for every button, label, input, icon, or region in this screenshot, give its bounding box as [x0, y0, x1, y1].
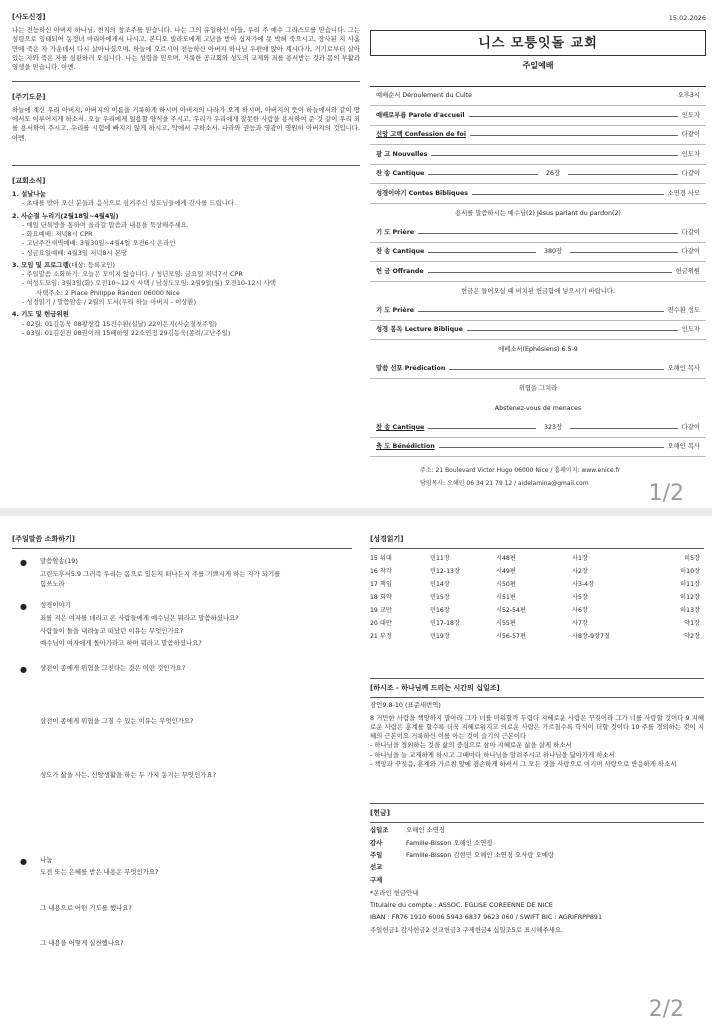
service-label: 기 도 Prière — [376, 306, 415, 314]
service-leader: 다같이 — [681, 228, 700, 236]
service-leader: 다같이 — [681, 170, 701, 178]
offering-names: 오해인 소연정 — [406, 826, 446, 835]
bullet-icon: ● — [20, 856, 27, 866]
bible-cell: 사7장 — [572, 620, 588, 628]
service-label: 성경 봉독 Lecture Biblique — [376, 326, 463, 334]
question: 사람들이 돌을 내려놓고 떠났던 이유는 무엇인가요? — [40, 626, 184, 635]
pastor-contact: 담임목사: 오해인 06 34 21 79 12 / aidelamina@gmail.com — [420, 480, 589, 487]
service-label: 기 도 Prière — [376, 228, 415, 236]
bible-cell: 시51편 — [496, 594, 516, 602]
divider — [370, 822, 704, 823]
question: 도전 또는 은혜를 받은 내용은 무엇인가요? — [40, 868, 159, 877]
service-note: Abstenez-vous de menaces — [494, 404, 582, 412]
service-label: 광 고 Nouvelles — [376, 150, 428, 158]
news-item-line: 사택주소: 2 Place Philippe Randon 06000 Nice — [36, 288, 180, 297]
service-row — [370, 262, 706, 282]
leader-line — [469, 116, 678, 117]
service-row — [370, 301, 706, 321]
offering-row — [370, 863, 704, 872]
bible-cell: 시52-54편 — [496, 607, 526, 615]
divider — [12, 165, 360, 166]
question: 죄를 지은 여자를 데리고 온 사람들에게 예수님은 뭐라고 말씀하셨나요? — [40, 614, 239, 623]
leader-line — [470, 135, 678, 136]
bible-row — [370, 631, 700, 644]
bible-cell: 약2장 — [684, 633, 700, 641]
service-note: 용서를 말씀하시는 예수님(2) Jésus parlant du pardon(2) — [455, 209, 621, 217]
creed-title: [사도신경] — [12, 13, 46, 21]
bible-cell: 히10장 — [680, 568, 700, 576]
bible-row — [370, 618, 700, 631]
service-leader: 헌금위원 — [675, 267, 700, 275]
news-item-head — [12, 212, 360, 221]
question: 그 내용으로 어떤 기도를 했나요? — [40, 903, 132, 912]
news-item-line: - 주일말씀 소화하기: 오늘은 모이지 않습니다. / 청년모임: 금요일 저녁7시 CPR — [22, 270, 243, 279]
service-leader: 인도자 — [681, 150, 700, 158]
bible-cell: 사3-4장 — [572, 581, 595, 589]
service-leader: 오해인 목사 — [667, 365, 700, 373]
section-line: 고린도후서5.9 그러즉 우리는 몸으로 있든지 떠나든지 주를 기쁘시게 하는 자가 되기를 — [40, 570, 281, 579]
bible-cell: 히5장 — [684, 555, 700, 563]
bible-cell: 시50편 — [496, 581, 516, 589]
page-number: 2/2 — [648, 997, 684, 1022]
bible-cell: 사2장 — [572, 568, 588, 576]
service-row — [370, 243, 706, 263]
bible-row — [370, 605, 700, 618]
service-row — [370, 184, 706, 204]
service-leader: 진수환 성도 — [667, 306, 700, 314]
digest-story — [12, 601, 352, 648]
daily-line: - 하나님을 늘 교제하게 하시고 그때마다 하나님을 알려주시고 하나님을 닮아가게 하소서 — [370, 750, 615, 759]
service-row — [370, 360, 706, 380]
service-row — [370, 321, 706, 341]
page-number: 1/2 — [648, 481, 684, 506]
bullet-icon: ● — [20, 558, 27, 568]
service-label: 성경이야기 Contes Bibliques — [376, 189, 469, 197]
bible-cell: 21 부정 — [370, 633, 392, 641]
service-label: 축 도 Bénédiction — [376, 443, 435, 451]
leader-line — [428, 174, 538, 175]
leader-line — [428, 252, 536, 253]
bible-cell: 약1장 — [684, 620, 700, 628]
digest-title: [주일말씀 소화하기] — [12, 535, 75, 543]
news-item-title: 2. 사순절 누리기(2월18일~4월4일) — [12, 211, 119, 220]
service-leader: 다같이 — [681, 248, 701, 256]
account-holder: Titulaire du compte : ASSOC. EGLISE COREENNE DE NICE — [370, 901, 553, 910]
news-item-line: - 화요예배: 저녁8시 CPR — [22, 230, 93, 239]
bible-row — [370, 566, 700, 579]
question: 그 내용을 어떻게 실천했나요? — [40, 938, 124, 947]
offering-row — [370, 826, 704, 835]
daily-line: - 하나님을 경외하는 것을 삶의 중심으로 삼아 지혜로운 삶을 살게 하소서 — [370, 741, 572, 750]
news-item-line: - 03월: 01김선진 08권이레 15배하영 22소연정 29김동욱(종려/고난주일) — [22, 328, 231, 337]
bible-reading-title: [성경읽기] — [370, 535, 404, 543]
bible-cell: 민11장 — [430, 555, 450, 563]
news-item-line: - 성금요일예배: 4월3일 저녁8시 본당 — [22, 248, 128, 257]
daily-ref: 잠언9.8-10 (표준새번역) — [370, 701, 441, 710]
offering-type: 십일조 — [370, 826, 389, 835]
bible-row — [370, 553, 700, 566]
offering-type: 선교 — [370, 863, 383, 872]
service-label: 헌 금 Offrande — [376, 267, 424, 275]
offering-names: Famille-Bisson 오해인 소연정 — [406, 838, 493, 847]
news-item-head — [12, 310, 360, 319]
leader-line — [439, 447, 664, 448]
offering-names: Famille-Bisson 김현민 오해인 소연정 오사랑 오예랑 — [406, 850, 555, 859]
online-offering-heading: *온라인 헌금안내 — [370, 888, 419, 897]
digest-threat — [12, 664, 352, 673]
order-of-service — [370, 30, 706, 455]
service-leader: 인도자 — [681, 326, 700, 334]
service-title: 주일예배 — [522, 61, 554, 70]
bible-row — [370, 592, 700, 605]
offering-row — [370, 851, 704, 860]
service-label: 예배순서 Déroulement du Culte — [376, 92, 472, 100]
bullet-icon: ● — [20, 665, 27, 675]
church-name: 니스 모퉁잇돌 교회 — [370, 30, 706, 56]
news-item-line: - 여성도모임: 3월3일(화) 오전10~12시 사택 / 남성도모임: 2월9일(월) 오전10-12시 사택 — [22, 279, 276, 288]
bible-cell: 히13장 — [680, 607, 700, 615]
digest-memory — [12, 557, 352, 589]
service-row — [370, 87, 706, 107]
bible-cell: 사1장 — [572, 555, 588, 563]
right-column — [370, 534, 704, 935]
section-head: 나눔 — [40, 855, 53, 864]
divider — [370, 803, 704, 804]
prayer-title: [주기도문] — [12, 92, 46, 101]
service-leader: 다같이 — [681, 131, 700, 139]
service-row — [370, 126, 706, 146]
news-item-line: - 초대를 받아 오신 분들과 음식으로 섬겨주신 성도님들에게 감사를 드립니다. — [22, 199, 236, 208]
digest-share — [12, 856, 352, 878]
bible-cell: 19 교만 — [370, 607, 392, 615]
leader-line — [570, 252, 678, 253]
news-title: [교회소식] — [12, 176, 46, 185]
bible-cell: 사5장 — [572, 594, 588, 602]
bible-cell: 민15장 — [430, 594, 450, 602]
leader-line — [472, 194, 664, 195]
service-row — [370, 223, 706, 243]
service-leader: 다같이 — [681, 423, 701, 431]
bible-cell: 민19장 — [430, 633, 450, 641]
section-head: 상전이 종에게 위협을 그친다는 것은 어떤 것인가요? — [40, 664, 186, 673]
service-note: 위협을 그치라 — [518, 385, 558, 393]
bible-cell: 민17-18장 — [430, 620, 460, 628]
service-leader: 오해인 목사 — [667, 443, 700, 451]
news-item-title: 3. 모임 및 프로그램 — [12, 260, 69, 269]
bible-cell: 17 책임 — [370, 581, 392, 589]
creed-text: 나는 전능하신 아버지 하나님, 천지의 창조주를 믿습니다. 나는 그의 유일하신 아들, 우리 주 예수 그리스도를 믿습니다. 그는 성령으로 잉태되어 동정녀 마리아에게서 나시고, 본디오 빌라도에게 고난을 받아 십자가에 못 박혀 죽으시고, 장사된 지 사흘 만에 죽은 자 가운데서 다시 살아나셨으며, 하늘에 오르시어 전능하신 아버지 하나님 우편에 앉아 계시다가, 거기로부터 살아 있는 자와 죽은 자를 심판하러 오십니다. 나는 성령을 믿으며, 거룩한 공교회와 성도의 교제와 죄를 용서받는 것과 몸의 부활과 영생을 믿습니다. 아멘. — [12, 26, 360, 72]
divider — [12, 81, 360, 82]
service-hymn: 323장 — [544, 423, 563, 431]
news-item-line: - 고난주간새벽예배: 3월30일~4월4일 오전6시 온라인 — [22, 239, 176, 248]
divider — [12, 548, 352, 549]
service-label: 찬 송 Cantique — [376, 423, 425, 431]
bible-cell: 20 대안 — [370, 620, 392, 628]
news-item-line: - 성경읽기 / 말씀암송 / 2월의 도서(우리 하늘 아버지 - 이상환) — [22, 298, 197, 307]
service-row — [370, 438, 706, 458]
service-hymn: 26장 — [546, 170, 561, 178]
bible-cell: 사6장 — [572, 607, 588, 615]
news-item-head — [12, 190, 360, 199]
service-label: 말씀 선포 Prédication — [376, 365, 446, 373]
bible-cell: 민14장 — [430, 581, 450, 589]
news-item-head — [12, 261, 360, 270]
offering-row — [370, 876, 704, 885]
offering-title: [헌금] — [370, 809, 390, 818]
news-item-line: - 매일 단톡방을 통하여 올라갈 말씀과 내용을 묵상해주세요. — [22, 220, 189, 229]
bible-cell: 시55편 — [496, 620, 516, 628]
bible-cell: 민12-13장 — [430, 568, 460, 576]
bible-cell: 히11장 — [680, 581, 700, 589]
bible-cell: 시48편 — [496, 555, 516, 563]
bullet-icon: ● — [20, 601, 27, 611]
service-rows — [370, 87, 706, 458]
news-item-line: - 02월: 01김동욱 08황창갑 15진수환(설날) 22이은지(사순절첫주일) — [22, 319, 217, 328]
leader-line — [568, 174, 678, 175]
bible-cell: 민16장 — [430, 607, 450, 615]
daily-title: [하시조 - 하나님께 드리는 시간의 십일조] — [370, 684, 500, 693]
prayer-text: 하늘에 계신 우리 아버지, 아버지의 이름을 거룩하게 하시며 아버지의 나라가 오게 하시며, 아버지의 뜻이 하늘에서와 같이 땅에서도 이루어지게 하소서. 오늘 우리에게 일용할 양식을 주시고, 우리가 우리에게 잘못한 사람을 용서하여 준 것 같이 우리 죄를 용서하여 주시고, 우리를 시험에 빠지지 않게 하시고, 악에서 구하소서. 나라와 권능과 영광이 영원히 아버지의 것입니다. 아멘. — [12, 105, 360, 142]
section-line: 힘쓰노라 — [40, 579, 65, 588]
leader-line — [428, 272, 672, 273]
daily-text: 8 거만한 사람을 책망하지 말아라 그가 너를 미워할까 두렵다 지혜로운 사람은 꾸짖어라 그가 너를 사랑할 것이다 9 지혜로운 사람은 훈계를 할수록 더욱 지혜로워지고 의로운 사람은 가르칠수록 학식이 더할 것이다 10 주를 경외하는 것이 지혜의 근본이요 거룩하신 이를 아는 것이 슬기의 근본이다 — [370, 713, 704, 741]
leader-line — [449, 369, 663, 370]
service-label: 찬 송 Cantique — [376, 170, 425, 178]
service-leader: 소연정 사모 — [667, 189, 700, 197]
section-head: 말씀암송(19) — [40, 557, 78, 566]
service-row — [370, 106, 706, 126]
news-item-title: 4. 기도 및 헌금위원 — [12, 310, 69, 319]
service-leader: 오후3시 — [677, 92, 700, 100]
news-item-title: 1. 설날나눔 — [12, 189, 46, 198]
leader-line — [570, 428, 678, 429]
bible-cell: 히12장 — [680, 594, 700, 602]
service-label: 신앙 고백 Confession de foi — [376, 131, 467, 139]
page-1 — [0, 0, 712, 508]
iban: IBAN : FR76 1910 6006 5943 6837 9623 060 / SWIFT BIC : AGRIFRPP891 — [370, 913, 603, 922]
bulletin-date: 15.02.2026 — [668, 14, 706, 22]
service-row — [370, 165, 706, 185]
offering-type: 주일 — [370, 850, 383, 859]
news-list — [12, 190, 360, 338]
news-item-note: (대상: 등록교인) — [68, 260, 115, 269]
service-label: 예배로부름 Parole d'accueil — [376, 111, 465, 119]
bible-cell: 시49편 — [496, 568, 516, 576]
service-hymn: 380장 — [544, 248, 563, 256]
offering-list — [370, 826, 704, 884]
service-leader: 인도자 — [681, 111, 700, 119]
service-label: 찬 송 Cantique — [376, 248, 425, 256]
divider — [370, 678, 704, 679]
offering-note: 주일헌금1 감사헌금2 선교헌금3 구제헌금4 십일조5로 표시해주세요. — [370, 925, 564, 934]
left-column — [12, 12, 360, 338]
offering-type: 감사 — [370, 838, 383, 847]
service-note: 에베소서(Ephésiens) 6.5-9 — [498, 346, 578, 354]
daily-line: - 책망과 꾸짖음, 훈계와 가르침 앞에 겸손하게 하셔서 그 모든 것을 사랑으로 여기며 사랑으로 반응하게 하소서 — [370, 759, 677, 768]
leader-line — [431, 155, 677, 156]
service-note: 헌금은 들어오실 때 비치된 헌금함에 넣으시기 바랍니다. — [461, 287, 615, 295]
offering-row — [370, 839, 704, 848]
bible-cell: 시56-57편 — [496, 633, 526, 641]
offering-type: 구제 — [370, 875, 383, 884]
digest-column — [12, 534, 352, 948]
leader-line — [467, 330, 678, 331]
bible-row — [370, 579, 700, 592]
page-2 — [0, 516, 712, 1024]
question: 상전이 종에게 위협을 그칠 수 있는 이유는 무엇인가요? — [40, 717, 194, 726]
bible-cell: 16 착각 — [370, 568, 392, 576]
bible-cell: 사8장-9장7절 — [572, 633, 610, 641]
leader-line — [428, 428, 536, 429]
question: 성도가 삶을 사는, 신앙생활을 하는 두 가지 동기는 무엇인가요? — [40, 770, 217, 779]
bible-cell: 15 위대 — [370, 555, 392, 563]
service-row — [370, 145, 706, 165]
question: 예수님이 여자에게 돌아가라고 하며 뭐라고 말씀하셨나요? — [40, 638, 202, 647]
divider — [370, 548, 704, 549]
divider — [370, 697, 704, 698]
bible-cell: 18 회약 — [370, 594, 392, 602]
leader-line — [418, 233, 678, 234]
bible-reading-table — [370, 553, 700, 644]
church-address: 주소: 21 Boulevard Victor Hugo 06000 Nice / 홈페이지: www.enice.fr — [420, 467, 621, 474]
leader-line — [418, 311, 664, 312]
section-head: 성경이야기 — [40, 600, 71, 609]
service-row — [370, 418, 706, 438]
